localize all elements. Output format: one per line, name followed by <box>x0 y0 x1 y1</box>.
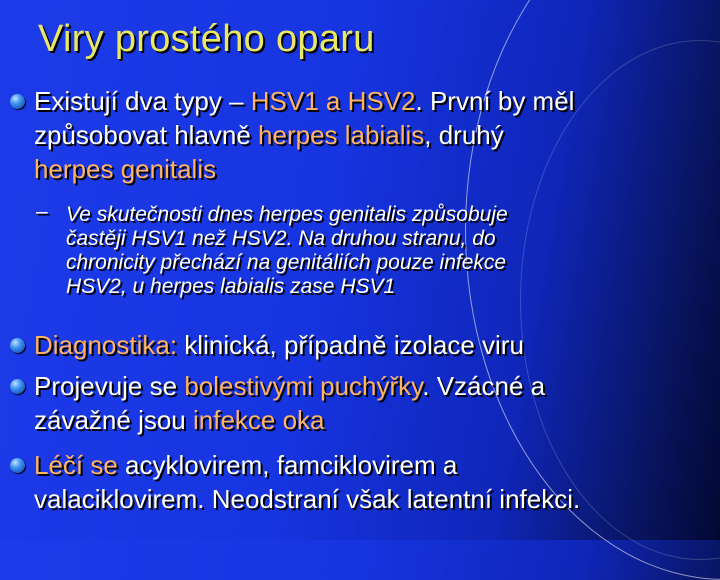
bullet-4 <box>34 448 714 516</box>
highlight: Diagnostika: <box>34 330 178 360</box>
bullet-icon <box>10 338 25 353</box>
highlight: Léčí se <box>34 450 118 480</box>
bullet-icon <box>10 379 25 394</box>
text: klinická, případně izolace viru <box>177 330 524 360</box>
sub-bullet-line-4: HSV2, u herpes labialis zase HSV1 <box>66 275 396 298</box>
text: . Vzácné a <box>422 371 546 401</box>
bullet-3-line-2 <box>34 403 714 437</box>
sub-bullet-line-1: Ve skutečnosti dnes herpes genitalis způsobuje <box>66 203 508 226</box>
text: závažné jsou <box>34 405 193 435</box>
sub-bullet-line-2: častěji HSV1 než HSV2. Na druhou stranu, do <box>66 227 496 250</box>
highlight: herpes genitalis <box>34 154 217 184</box>
text: Existují dva typy – <box>34 86 251 116</box>
highlight: bolestivými puchýřky <box>184 371 423 401</box>
highlight: herpes labialis <box>258 120 425 150</box>
bullet-icon <box>10 458 25 473</box>
bullet-1-line-2 <box>34 118 714 152</box>
bullet-2 <box>34 328 714 362</box>
sub-bullet <box>66 203 686 299</box>
text: . První by měl <box>415 86 575 116</box>
text: acyklovirem, famciklovirem a <box>117 450 458 480</box>
slide-title: Viry prostého oparu <box>38 18 375 60</box>
bullet-4-line-2 <box>34 482 714 516</box>
sub-bullet-dash: – <box>36 200 48 223</box>
bullet-2-line-1 <box>34 328 714 362</box>
bullet-3 <box>34 369 714 437</box>
text: Projevuje se <box>34 371 185 401</box>
text: valaciklovirem. Neodstraní však latentní infekci. <box>34 484 581 514</box>
bullet-icon <box>10 94 25 109</box>
bullet-1-line-3 <box>34 152 714 186</box>
bullet-1-line-1 <box>34 84 714 118</box>
text: , druhý <box>424 120 504 150</box>
highlight: infekce oka <box>192 405 325 435</box>
sub-bullet-line-3: chronicity přechází na genitáliích pouze infekce <box>66 251 507 274</box>
bullet-1 <box>34 84 714 186</box>
highlight: HSV1 a HSV2 <box>250 86 416 116</box>
text: způsobovat hlavně <box>34 120 259 150</box>
bullet-3-line-1 <box>34 369 714 403</box>
bullet-4-line-1 <box>34 448 714 482</box>
